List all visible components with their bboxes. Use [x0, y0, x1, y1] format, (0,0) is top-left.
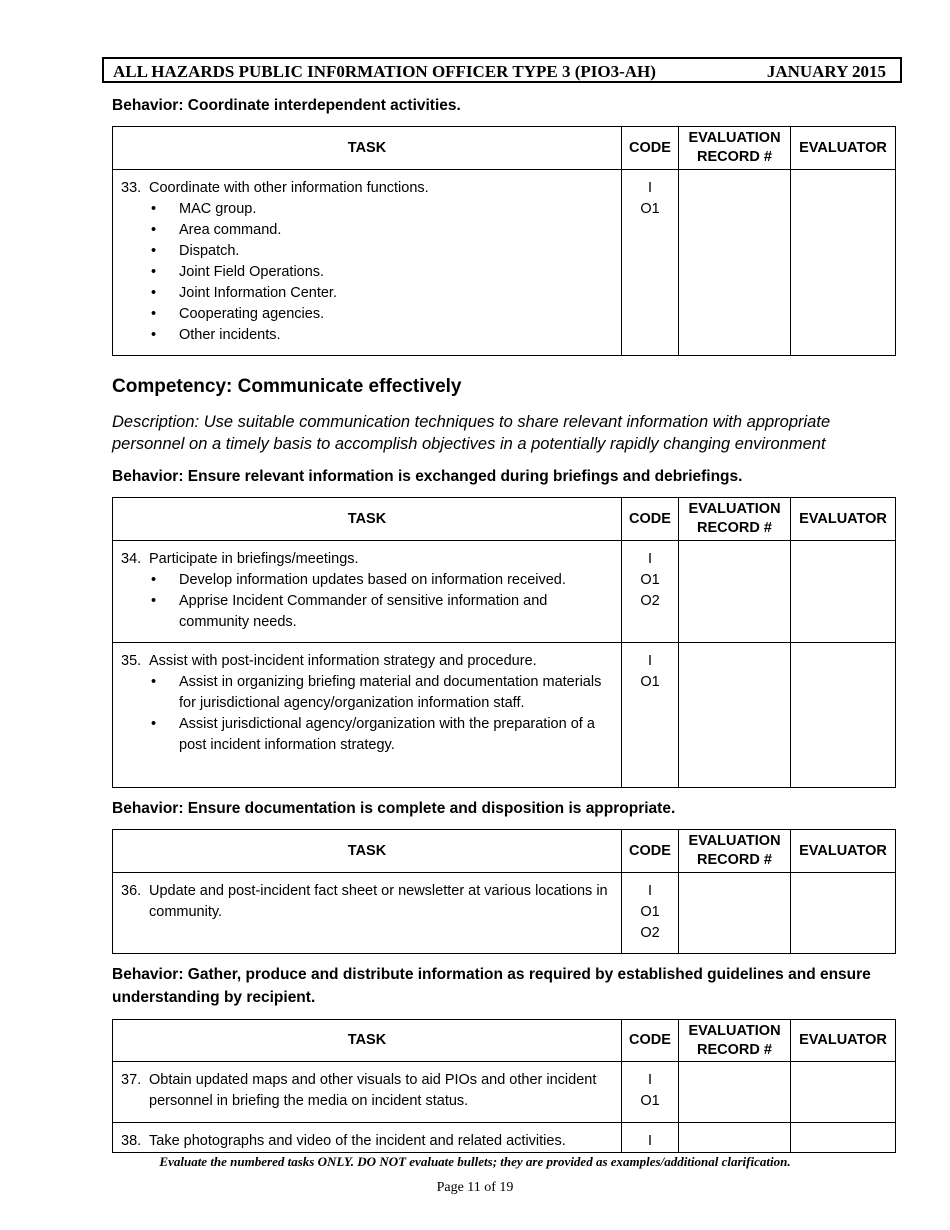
- code-cell: [622, 873, 679, 954]
- table-row: [113, 1123, 896, 1153]
- col-task: TASK: [113, 498, 622, 541]
- task-bullet: • Joint Information Center.: [121, 283, 615, 304]
- task-bullet: • Cooperating agencies.: [121, 304, 615, 325]
- evaluator-cell[interactable]: [791, 1062, 896, 1123]
- task-cell: [113, 541, 622, 643]
- table-row: [113, 170, 896, 356]
- task-number: 38.: [121, 1133, 142, 1149]
- code-value: I: [647, 1072, 653, 1088]
- task-bullet: • Apprise Incident Commander of sensitive information and community needs.: [121, 591, 615, 633]
- table-row: [113, 643, 896, 788]
- competency-description: Description: Use suitable communication techniques to share relevant information with appropriate personnel on a timely basis to accomplish objectives in a potentially rapidly changing environment: [112, 413, 831, 453]
- evaluator-cell[interactable]: [791, 541, 896, 643]
- table-header-row: [113, 1020, 896, 1062]
- task-cell: [113, 1062, 622, 1123]
- table-row: [113, 541, 896, 643]
- col-code: CODE: [622, 1020, 679, 1062]
- col-evaluator: EVALUATOR: [791, 127, 896, 170]
- task-number: 36.: [121, 883, 142, 899]
- evaluator-cell[interactable]: [791, 873, 896, 954]
- task-bullet: • Area command.: [121, 220, 615, 241]
- col-eval-record: EVALUATION RECORD #: [679, 127, 791, 170]
- task-table: [112, 497, 896, 788]
- code-value: O2: [640, 593, 660, 609]
- code-cell: [622, 643, 679, 788]
- eval-record-cell[interactable]: [679, 643, 791, 788]
- task-table: [112, 829, 896, 954]
- competency-heading: Competency: Communicate effectively: [112, 376, 462, 397]
- col-task: TASK: [113, 830, 622, 873]
- task-bullet: • Assist jurisdictional agency/organization with the preparation of a post incident information strategy.: [121, 714, 615, 756]
- task-text: Obtain updated maps and other visuals to aid PIOs and other incident personnel in briefing the media on incident status.: [149, 1072, 597, 1109]
- col-evaluator: EVALUATOR: [791, 830, 896, 873]
- task-number: 33.: [121, 180, 142, 196]
- task-cell: [113, 873, 622, 954]
- table-header-row: [113, 498, 896, 541]
- code-value: O1: [640, 572, 660, 588]
- evaluator-cell[interactable]: [791, 1123, 896, 1153]
- code-value: O1: [640, 201, 660, 217]
- behavior-heading: Behavior: Gather, produce and distribute information as required by established guidelines and ensure understanding by recipient.: [112, 966, 871, 1006]
- behavior-heading: Behavior: Ensure relevant information is exchanged during briefings and debriefings.: [112, 468, 743, 485]
- code-value: I: [647, 1133, 653, 1149]
- col-code: CODE: [622, 127, 679, 170]
- code-value: O2: [640, 925, 660, 941]
- document-header: [102, 57, 902, 83]
- code-cell: [622, 1123, 679, 1153]
- code-value: O1: [640, 1093, 660, 1109]
- eval-record-cell[interactable]: [679, 170, 791, 356]
- behavior-heading: Behavior: Ensure documentation is complete and disposition is appropriate.: [112, 800, 676, 817]
- evaluator-cell[interactable]: [791, 170, 896, 356]
- task-cell: [113, 170, 622, 356]
- code-value: I: [647, 180, 653, 196]
- code-cell: [622, 541, 679, 643]
- eval-record-cell[interactable]: [679, 873, 791, 954]
- col-evaluator: EVALUATOR: [791, 498, 896, 541]
- code-value: O1: [640, 904, 660, 920]
- code-cell: [622, 1062, 679, 1123]
- task-bullet: • Develop information updates based on information received.: [121, 570, 615, 591]
- task-table: [112, 1019, 896, 1153]
- document-title: ALL HAZARDS PUBLIC INF0RMATION OFFICER TYPE 3 (PIO3-AH): [113, 62, 656, 81]
- col-eval-record: EVALUATION RECORD #: [679, 1020, 791, 1062]
- eval-record-cell[interactable]: [679, 1123, 791, 1153]
- task-bullet: • Dispatch.: [121, 241, 615, 262]
- table-header-row: [113, 127, 896, 170]
- task-text: Participate in briefings/meetings.: [149, 551, 359, 567]
- col-code: CODE: [622, 498, 679, 541]
- table-row: [113, 873, 896, 954]
- col-task: TASK: [113, 127, 622, 170]
- task-number: 34.: [121, 551, 142, 567]
- task-text: Coordinate with other information functions.: [149, 180, 429, 196]
- table-header-row: [113, 830, 896, 873]
- table-row: [113, 1062, 896, 1123]
- task-cell: [113, 643, 622, 788]
- col-task: TASK: [113, 1020, 622, 1062]
- task-text: Assist with post-incident information strategy and procedure.: [149, 653, 537, 669]
- eval-record-cell[interactable]: [679, 1062, 791, 1123]
- task-bullet: • Other incidents.: [121, 325, 615, 346]
- code-cell: [622, 170, 679, 356]
- task-table: [112, 126, 896, 356]
- task-number: 37.: [121, 1072, 142, 1088]
- page-number: Page 11 of 19: [436, 1180, 514, 1195]
- task-text: Take photographs and video of the incident and related activities.: [149, 1133, 566, 1149]
- evaluator-cell[interactable]: [791, 643, 896, 788]
- eval-record-cell[interactable]: [679, 541, 791, 643]
- document-date: JANUARY 2015: [766, 62, 886, 81]
- task-cell: [113, 1123, 622, 1153]
- task-text: Update and post-incident fact sheet or newsletter at various locations in community.: [149, 883, 608, 920]
- task-bullet: • MAC group.: [121, 199, 615, 220]
- task-number: 35.: [121, 653, 142, 669]
- col-evaluator: EVALUATOR: [791, 1020, 896, 1062]
- code-value: I: [647, 883, 653, 899]
- col-code: CODE: [622, 830, 679, 873]
- task-bullet: • Assist in organizing briefing material and documentation materials for jurisdictional agency/organization information staff.: [121, 672, 615, 714]
- col-eval-record: EVALUATION RECORD #: [679, 830, 791, 873]
- code-value: O1: [640, 674, 660, 690]
- footer-note: Evaluate the numbered tasks ONLY. DO NOT evaluate bullets; they are provided as examples/additional clarification.: [159, 1154, 791, 1169]
- col-eval-record: EVALUATION RECORD #: [679, 498, 791, 541]
- behavior-heading: Behavior: Coordinate interdependent activities.: [112, 97, 461, 114]
- code-value: I: [647, 551, 653, 567]
- task-bullet: • Joint Field Operations.: [121, 262, 615, 283]
- code-value: I: [647, 653, 653, 669]
